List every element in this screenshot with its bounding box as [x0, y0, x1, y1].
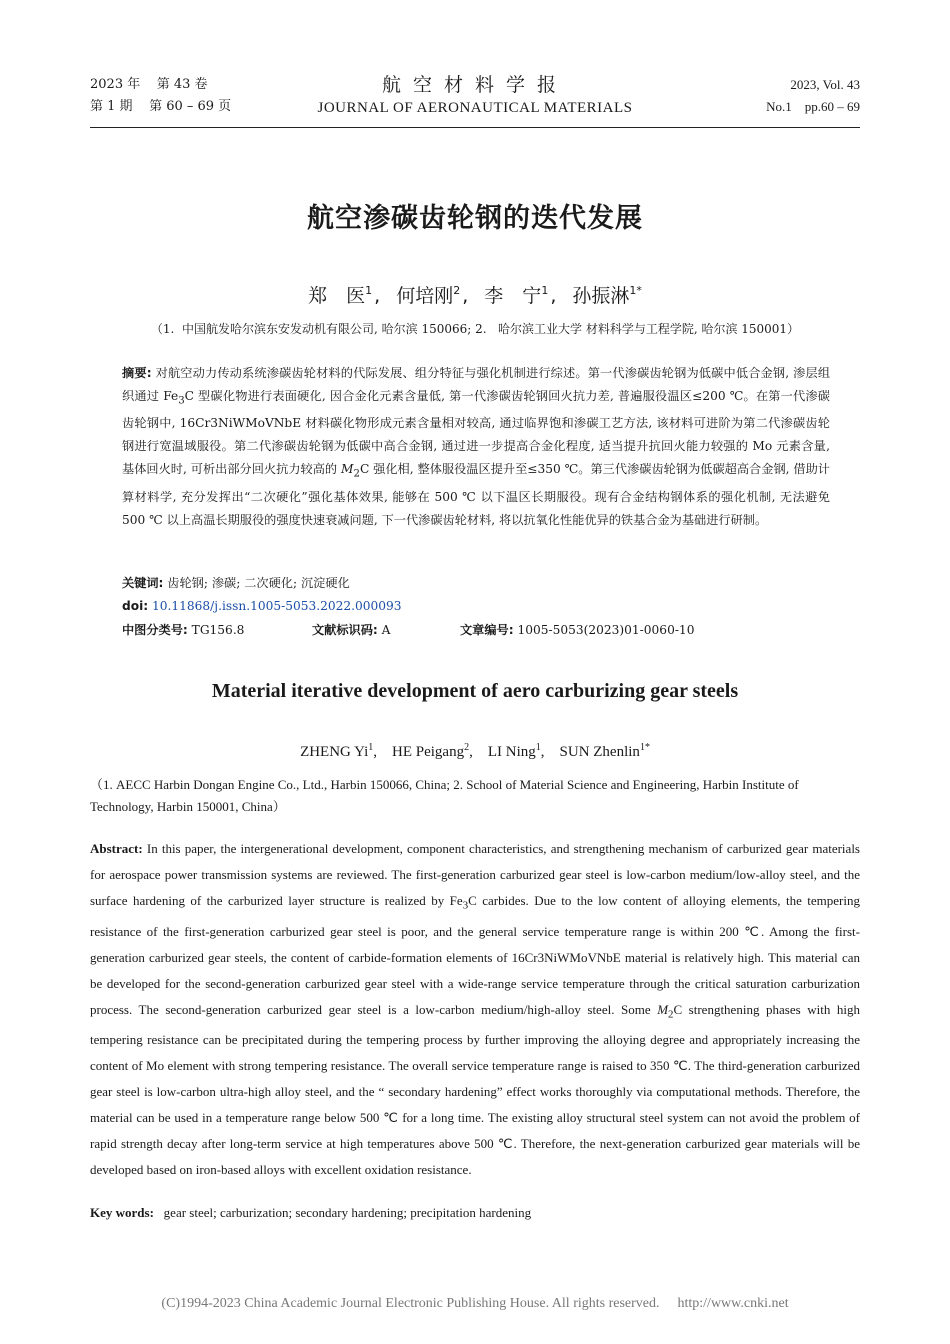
- copyright-footer: [0, 1296, 950, 1312]
- abstract-en: Abstract: In this paper, the intergenerational development, component characteristics, and strengthening mechanism of carburized gear materials for aerospace power transmission systems are reviewed. The first-generation carburized gear steel is low-carbon medium/low-alloy steel, and the surface hardening of the carburized layer structure is realized by $Fe_3C$ carbides. Due to the low content of alloying elements, the tempering resistance of the first-generation carburized gear steel is poor, and the general service temperature range is within 200 ℃. Among the first-generation carburized gear steels, the content of carbide-formation elements of 16Cr3NiWMoVNbE material is relatively high. This material can be developed for the second-generation carburized gear steel with a wide-range service temperature through the critical saturation carburization process. The second-generation carburized gear steel is a low-carbon medium/high-alloy steel. Some $M_2C$ strengthening phases with high tempering resistance can be precipitated during the tempering process by further improving the alloying degree and appropriately increasing the content of Mo element with strong tempering resistance. The overall service temperature range is raised to 350 ℃. The third-generation carburized gear steel is low-carbon ultra-high alloy steel, and the “ secondary hardening” effect works thoroughly via computational methods. Therefore, the material can be used in a temperature range below 500 ℃ for a long time. The existing alloy structural steel system can not avoid the problem of rapid strength decay after long-term service at high temperatures above 500 ℃. Therefore, the next-generation carburized gear materials will be developed based on iron-based alloys with excellent oxidation resistance.: [90, 841, 861, 1178]
- author-cn[interactable]: 郑 医$^1$: [308, 284, 373, 307]
- abstract-label-en: Abstract:: [90, 841, 143, 856]
- author-en[interactable]: HE Peigang$^2$: [392, 742, 470, 760]
- issue-pages-cn: 第 1 期 第 60 – 69 页: [90, 99, 232, 114]
- journal-name-en: JOURNAL OF AERONAUTICAL MATERIALS: [317, 100, 633, 116]
- issue-info-en: [766, 74, 860, 118]
- article-title-cn: 航空渗碳齿轮钢的迭代发展: [307, 203, 643, 234]
- author-en[interactable]: SUN Zhenlin$^{1*}$: [559, 742, 650, 760]
- year-volume-cn: 2023 年 第 43 卷: [90, 77, 208, 92]
- clc-number: 中图分类号: TG156.8: [122, 623, 245, 637]
- journal-name-cn: 航空材料学报: [381, 74, 568, 96]
- author-en[interactable]: ZHENG Yi$^1$: [300, 742, 374, 760]
- keywords-en: [90, 1202, 860, 1224]
- author-cn[interactable]: 何培刚$^2$: [396, 284, 461, 307]
- keywords-label-en: Key words:: [90, 1205, 154, 1220]
- keywords-text-en: gear steel; carburization; secondary hardening; precipitation hardening: [153, 1205, 532, 1220]
- keywords-text-cn: 齿轮钢; 渗碳; 二次硬化; 沉淀硬化: [163, 576, 350, 590]
- doi-label: doi:: [122, 599, 149, 613]
- article-title-en: Material iterative development of aero carburizing gear steels: [211, 680, 739, 702]
- abstract-label-cn: 摘要:: [122, 366, 152, 380]
- year-volume-en: 2023, Vol. 43: [790, 77, 860, 92]
- affiliations-cn: （1. 中国航发哈尔滨东安发动机有限公司, 哈尔滨 150066; 2. 哈尔滨工业大学 材料科学与工程学院, 哈尔滨 150001）: [150, 322, 800, 336]
- article-number: 文章编号: 1005-5053(2023)01-0060-10: [460, 623, 695, 637]
- author-cn[interactable]: 李 宁$^1$: [484, 284, 549, 307]
- abstract-cn: 摘要: 对航空动力传动系统渗碳齿轮材料的代际发展、组分特征与强化机制进行综述。第一代渗碳齿轮钢为低碳中低合金钢, 渗层组织通过 $Fe_3C$ 型碳化物进行表面硬化, 因合金化元素含量低, 第一代渗碳齿轮钢回火抗力差, 普遍服役温区≤200 ℃。在第一代渗碳齿轮钢中, 16Cr3NiWMoVNbE 材料碳化物形成元素含量相对较高, 通过临界饱和渗碳工艺方法, 该材料可进阶为第二代渗碳齿轮钢进行宽温域服役。第二代渗碳齿轮钢为低碳中高合金钢, 通过进一步提高合金化程度, 适当提升抗回火能力较强的 Mo 元素含量, 基体回火时, 可析出部分回火抗力较高的 $M_2C$ 强化相, 整体服役温区提升至≤350 ℃。第三代渗碳齿轮钢为低碳超高合金钢, 借助计算材料学, 充分发挥出“二次硬化”强化基体效果, 能够在 500 ℃ 以下温区长期服役。现有合金结构钢体系的强化机制, 无法避免 500 ℃ 以上高温长期服役的强度快速衰减问题, 下一代渗碳齿轮材料, 将以抗氧化性能优异的铁基合金为基础进行研制。: [122, 366, 831, 527]
- issue-pages-en: No.1 pp.60 – 69: [766, 99, 860, 114]
- header-divider: [90, 127, 860, 128]
- author-list-en: ZHENG Yi$^1$, HE Peigang$^2$, LI Ning$^1$, SUN Zhenlin$^{1*}$: [300, 742, 650, 760]
- copyright-text: (C)1994-2023 China Academic Journal Electronic Publishing House. All rights reserved.: [161, 1296, 660, 1311]
- journal-header: [90, 74, 860, 126]
- keywords-cn: [122, 573, 830, 593]
- affiliations-en: （1. AECC Harbin Dongan Engine Co., Ltd., Harbin 150066, China; 2. School of Material Science and Engineering, Harbin Institute of Technology, Harbin 150001, China）: [90, 777, 799, 814]
- doi-link[interactable]: 10.11868/j.issn.1005-5053.2022.000093: [152, 599, 402, 613]
- author-en[interactable]: LI Ning$^1$: [487, 742, 541, 760]
- journal-name: [90, 74, 860, 119]
- keywords-label-cn: 关键词:: [122, 576, 164, 590]
- cnki-link[interactable]: http://www.cnki.net: [677, 1296, 789, 1311]
- author-cn[interactable]: 孙振淋$^{1*}$: [572, 284, 642, 307]
- author-list-cn: 郑 医$^1$ , 何培刚$^2$ , 李 宁$^1$ , 孙振淋$^{1*}$: [308, 284, 642, 307]
- document-code: 文献标识码: A: [312, 623, 391, 637]
- doi-line: [122, 596, 830, 616]
